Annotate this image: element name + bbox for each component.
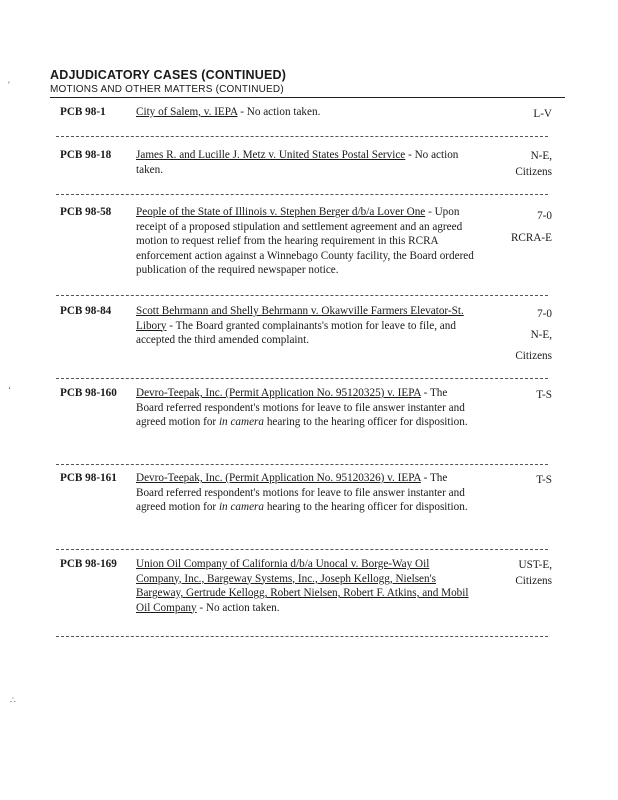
- case-description: [136, 304, 474, 348]
- case-number: PCB 98-169: [60, 558, 117, 570]
- vote-line: Citizens: [515, 350, 552, 362]
- case-title: Union Oil Company of California d/b/a Unocal v. Borge-Way Oil Company, Inc., Bargeway Systems, Inc., Joseph Kellogg, Nielsen's Bargeway, Gertrude Kellogg, Robert Nielsen, Robert F. Atkins, and Mobil Oil Company: [136, 558, 469, 614]
- case-title: James R. and Lucille J. Metz v. United States Postal Service: [136, 149, 406, 161]
- vote-line: RCRA-E: [510, 232, 552, 244]
- case-action: - No action taken.: [237, 106, 321, 118]
- case-action: hearing to the hearing officer for disposition.: [264, 416, 468, 428]
- vote-line: T-S: [536, 389, 552, 401]
- case-action: - The Board referred respondent's motions for leave to file answer instanter and agreed motion for: [136, 472, 465, 513]
- case-number: PCB 98-18: [60, 149, 112, 161]
- case-divider: [56, 378, 548, 379]
- case-description: [136, 205, 474, 278]
- vote-line: UST-E,: [518, 559, 552, 571]
- vote-line: Citizens: [515, 166, 552, 178]
- case-number: PCB 98-84: [60, 305, 112, 317]
- case-vote: [482, 386, 552, 405]
- case-description: [136, 148, 474, 177]
- scan-artifact: ‘: [8, 385, 11, 395]
- case-divider: [56, 636, 548, 637]
- case-divider: [56, 136, 548, 137]
- case-action-emphasis: in camera: [218, 416, 265, 428]
- case-action: - No action taken.: [136, 149, 459, 176]
- case-vote: [482, 105, 552, 124]
- vote-line: 7-0: [537, 210, 552, 222]
- vote-line: N-E,: [530, 150, 552, 162]
- case-divider: [56, 464, 548, 465]
- case-number: PCB 98-161: [60, 472, 117, 484]
- case-vote: [482, 148, 552, 180]
- case-title: Devro-Teepak, Inc. (Permit Application No. 95120325) v. IEPA: [136, 387, 421, 399]
- case-description: [136, 105, 474, 120]
- case-title: People of the State of Illinois v. Stephen Berger d/b/a Lover One: [136, 206, 426, 218]
- case-number: PCB 98-1: [60, 106, 106, 118]
- scan-artifact: ′: [8, 80, 10, 90]
- case-description: [136, 471, 474, 515]
- case-action: - No action taken.: [196, 601, 280, 614]
- case-action: - The Board referred respondent's motions for leave to file answer instanter and agreed motion for: [136, 387, 465, 428]
- case-vote: [482, 205, 552, 249]
- case-vote: [482, 304, 552, 367]
- case-title: Devro-Teepak, Inc. (Permit Application No. 95120326) v. IEPA: [136, 472, 421, 484]
- case-number: PCB 98-160: [60, 387, 117, 399]
- case-divider: [56, 194, 548, 195]
- case-action-emphasis: in camera: [218, 501, 265, 513]
- section-header: [50, 68, 565, 95]
- vote-line: 7-0: [537, 308, 552, 320]
- vote-line: N-E,: [530, 329, 552, 341]
- case-vote: [482, 557, 552, 589]
- case-action: - Upon receipt of a proposed stipulation and settlement agreement and an agreed motion to request relief from the hearing requirement in this RCRA enforcement action against a Winnebago County facility, the Board ordered publication of the required newspaper notice.: [136, 206, 474, 276]
- vote-line: T-S: [536, 474, 552, 486]
- case-description: [136, 557, 472, 615]
- section-title: ADJUDICATORY CASES (CONTINUED): [50, 68, 287, 82]
- case-action: hearing to the hearing officer for disposition.: [264, 501, 468, 513]
- header-rule: [50, 97, 565, 98]
- vote-line: Citizens: [515, 575, 552, 587]
- scan-artifact: ∴: [10, 695, 16, 705]
- case-action: - The Board granted complainants's motion for leave to file, and accepted the third amended complaint.: [136, 319, 456, 346]
- case-divider: [56, 549, 548, 550]
- case-title: Scott Behrmann and Shelly Behrmann v. Okawville Farmers Elevator-St. Libory: [136, 305, 464, 332]
- case-divider: [56, 295, 548, 296]
- section-subtitle: MOTIONS AND OTHER MATTERS (CONTINUED): [50, 84, 284, 95]
- vote-line: L-V: [533, 108, 552, 120]
- case-description: [136, 386, 474, 430]
- case-vote: [482, 471, 552, 490]
- case-number: PCB 98-58: [60, 206, 112, 218]
- case-title: City of Salem, v. IEPA: [136, 106, 238, 118]
